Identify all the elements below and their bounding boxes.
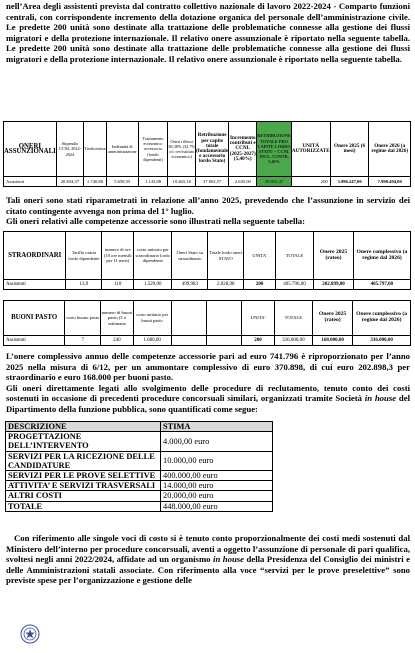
table-header-cell: Onere complessivo (a regime dal 2026) xyxy=(353,232,410,280)
table-cell: 1.740,86 xyxy=(84,177,107,187)
table-cell: 168.000,00 xyxy=(312,336,352,346)
table-header-cell: costo buono pasto xyxy=(65,301,101,336)
table-cell xyxy=(171,336,206,346)
straordinari-table xyxy=(3,231,411,290)
table-header-cell: UNITA' xyxy=(244,232,276,280)
table-cell: 2.045,00 xyxy=(229,177,257,187)
state-emblem-icon xyxy=(20,624,40,644)
table-cell: 20.000,00 euro xyxy=(161,491,273,501)
table-cell: 200 xyxy=(242,336,274,346)
oneri-assunzionali-table xyxy=(3,121,411,187)
table-row xyxy=(6,491,273,501)
table-header-cell: Indennità di amministrazione xyxy=(106,122,138,177)
table-header-cell xyxy=(207,301,242,336)
table-cell: 110 xyxy=(102,280,134,290)
table-header-cell: Onere 2025 (rateo) xyxy=(314,232,354,280)
table-header-row xyxy=(4,232,411,280)
complessivo-text: L’onere complessivo annuo delle competenze accessorie pari ad euro 741.796 è riproporzionato per l’anno 2025 nella misura di 6/12, per un ammontare complessivo di euro 370.898, di cui euro 202.898,3 per straordinario e euro 168.000 per buoni pasto. xyxy=(6,351,410,382)
table-row xyxy=(6,471,273,481)
table-cell: 20.834,37 xyxy=(56,177,83,187)
table-cell: 400.000,00 euro xyxy=(161,471,273,481)
table-header-cell: Onere 2025 (rateo) xyxy=(312,301,352,336)
riferimento-text-part: della Presidenza del Consiglio dei ministri e delle Amministrazioni statali associate. Con riferimento alla voce “servizi per le prove preselettive” sono previste spese per l’organizzazione e gestione delle xyxy=(6,554,410,585)
table-row xyxy=(6,481,273,491)
table-cell: 448.000,00 euro xyxy=(161,501,273,511)
accessori-text: Gli oneri relativi alle competenze accessorie sono illustrati nella seguente tabella: xyxy=(6,216,306,226)
table-header-cell: DESCRIZIONE xyxy=(6,422,161,432)
table-cell: 405.797,00 xyxy=(353,280,410,290)
costi-reclutamento-table xyxy=(5,421,273,512)
table-cell: 10.465,16 xyxy=(168,177,196,187)
table-cell: 37.902,57 xyxy=(196,177,229,187)
table-cell: 240 xyxy=(101,336,133,346)
intro-paragraph xyxy=(6,1,410,64)
rapportati-paragraph xyxy=(6,195,410,227)
table-header-cell: Onere complessivo (a regime dal 2026) xyxy=(353,301,411,336)
table-header-cell: costo unitario per buoni pasto xyxy=(133,301,171,336)
diretti-text-part: Gli oneri direttamente legati allo svolgimento delle procedure di reclutamento, tenuto conto dei costi sostenuti in occasione di precedenti procedure concorsuali similari, organizzati tramite Società xyxy=(6,382,410,403)
table-header-cell: Totale lordo oneri STATO xyxy=(208,232,244,280)
table-cell: 4.000,00 euro xyxy=(161,432,273,451)
table-header-row xyxy=(4,301,411,336)
table-header-cell: BUONI PASTO xyxy=(4,301,65,336)
diretti-italic: in house xyxy=(364,393,397,403)
table-header-cell: Oneri riflessi 38,38% (32,7% o/c rev/istituto economico) xyxy=(168,122,196,177)
table-cell: Assistenti xyxy=(4,336,65,346)
table-cell: 499,983 xyxy=(172,280,208,290)
table-cell: 7 xyxy=(65,336,101,346)
table-row xyxy=(4,280,411,290)
table-cell: 39.952,47 xyxy=(257,177,291,187)
table-header-cell: Retribuzione per capite totale (fondamentale e accessorio lordo Stato) xyxy=(196,122,229,177)
table-header-cell: numero di ore (10 ore mensili per 11 mesi) xyxy=(102,232,134,280)
table-header-cell: Oneri Stato su straordinario xyxy=(172,232,208,280)
table-header-cell: RETRIBUZIONE TOTALE PRO CAPITE LORDO STATO + CCNL INCL. CONTR. 5,40% xyxy=(257,122,291,177)
table-header-cell: UNITÀ AUTORIZZATE xyxy=(291,122,330,177)
table-row xyxy=(4,177,411,187)
table-cell: 3.996.247,00 xyxy=(330,177,369,187)
buoni-pasto-table xyxy=(3,300,411,346)
table-header-cell: ONERI ASSUNZIONALI xyxy=(4,122,57,177)
table-cell: 7.990.494,00 xyxy=(369,177,411,187)
table-row xyxy=(6,451,273,470)
table-header-cell: STIMA xyxy=(161,422,273,432)
table-header-cell: Tariffa oraria lordo dipendente xyxy=(66,232,102,280)
table-cell: 10.000,00 euro xyxy=(161,451,273,470)
table-cell: 1.680,00 xyxy=(133,336,171,346)
riferimento-text-part: Con riferimento alle singole voci di costo si è tenuto conto proporzionalmente dei costi medi sostenuti dal Ministero dell’interno per procedure concorsuali, aventi a oggetto l’assunzione di personale di pari qualifica, svoltesi negli anni 2022/2024, affidate ad un organismo xyxy=(6,533,410,564)
table-cell: 200 xyxy=(244,280,276,290)
riferimento-paragraph xyxy=(6,533,410,586)
table-header-cell xyxy=(171,301,206,336)
table-cell: 336.000,00 xyxy=(274,336,312,346)
table-cell: 14.000,00 euro xyxy=(161,481,273,491)
table-cell: 13,9 xyxy=(66,280,102,290)
table-cell: ATTIVITA’ E SERVIZI TRASVERSALI xyxy=(6,481,161,491)
table-header-cell: numero di buoni pasto (5 a settimana xyxy=(101,301,133,336)
table-cell: 1.145,88 xyxy=(138,177,168,187)
table-row xyxy=(6,432,273,451)
table-cell: PROGETTAZIONE DELL’INTERVENTO xyxy=(6,432,161,451)
table-cell xyxy=(207,336,242,346)
diretti-text-part: del Dipartimento della funzione pubblica, sono quantificati come segue: xyxy=(6,393,410,414)
table-cell: SERVIZI PER LE PROVE SELETTIVE xyxy=(6,471,161,481)
table-header-cell: costo unitario per straordinario lordo dipendente xyxy=(134,232,172,280)
table-header-cell: UNITA' xyxy=(242,301,274,336)
table-cell: Assistenti xyxy=(4,280,66,290)
table-row xyxy=(4,336,411,346)
table-header-cell: STRAORDINARI xyxy=(4,232,66,280)
riferimento-text xyxy=(6,533,410,586)
table-cell: 200 xyxy=(291,177,330,187)
table-row xyxy=(6,501,273,511)
table-cell: 5.658,55 xyxy=(106,177,138,187)
table-header-cell: Trattamento economico accessorio (fondo dipendenti) xyxy=(138,122,168,177)
riferimento-italic: in house xyxy=(213,554,245,564)
table-cell: 202.899,00 xyxy=(314,280,354,290)
table-cell: Assistenti xyxy=(4,177,57,187)
table-header-cell: Stipendio CCNL 2022-2024 xyxy=(56,122,83,177)
table-cell: TOTALE xyxy=(6,501,161,511)
table-cell: 405.796,00 xyxy=(276,280,314,290)
table-header-row xyxy=(6,422,273,432)
table-cell: 1.529,00 xyxy=(134,280,172,290)
table-header-cell: Tredicesima xyxy=(84,122,107,177)
table-cell: SERVIZI PER LA RICEZIONE DELLE CANDIDATURE xyxy=(6,451,161,470)
table-header-cell: Onere 2026 (a regime dal 2026) xyxy=(369,122,411,177)
rapportati-text: Tali oneri sono stati riparametrati in relazione all’anno 2025, prevedendo che l’assunzione in servizio dei citato contingente avvenga non prima del 1° luglio. xyxy=(6,195,410,216)
table-header-cell: Incremento contributi e CCNL (2025-2027) (5,40%) xyxy=(229,122,257,177)
diretti-text xyxy=(6,383,410,415)
complessivo-paragraph xyxy=(6,351,410,414)
table-cell: ALTRI COSTI xyxy=(6,491,161,501)
table-cell: 336.000,00 xyxy=(353,336,411,346)
table-header-row xyxy=(4,122,411,177)
intro-text: nell’Area degli assistenti prevista dal contratto collettivo nazionale di lavoro 2022-2024 - Comparto funzioni centrali, con corrispondente incremento della dotazione organica del personale dell’amministrazione civile. Le predette 200 unità sono destinate alla trattazione delle problematiche connesse alla gestione dei flussi migratori e della protezione internazionale. Il relativo onere assunzionale è riportato nella seguente tabella. Le predette 200 unità sono destinate alla trattazione delle problematiche connesse alla gestione dei flussi migratori e della protezione internazionale. Il relativo onere assunzionale è riportato nella seguente tabella. xyxy=(6,1,410,64)
table-header-cell: TOTALE xyxy=(274,301,312,336)
table-header-cell: TOTALE xyxy=(276,232,314,280)
table-header-cell: Onere 2025 (6 mesi) xyxy=(330,122,369,177)
table-cell: 2.028,98 xyxy=(208,280,244,290)
